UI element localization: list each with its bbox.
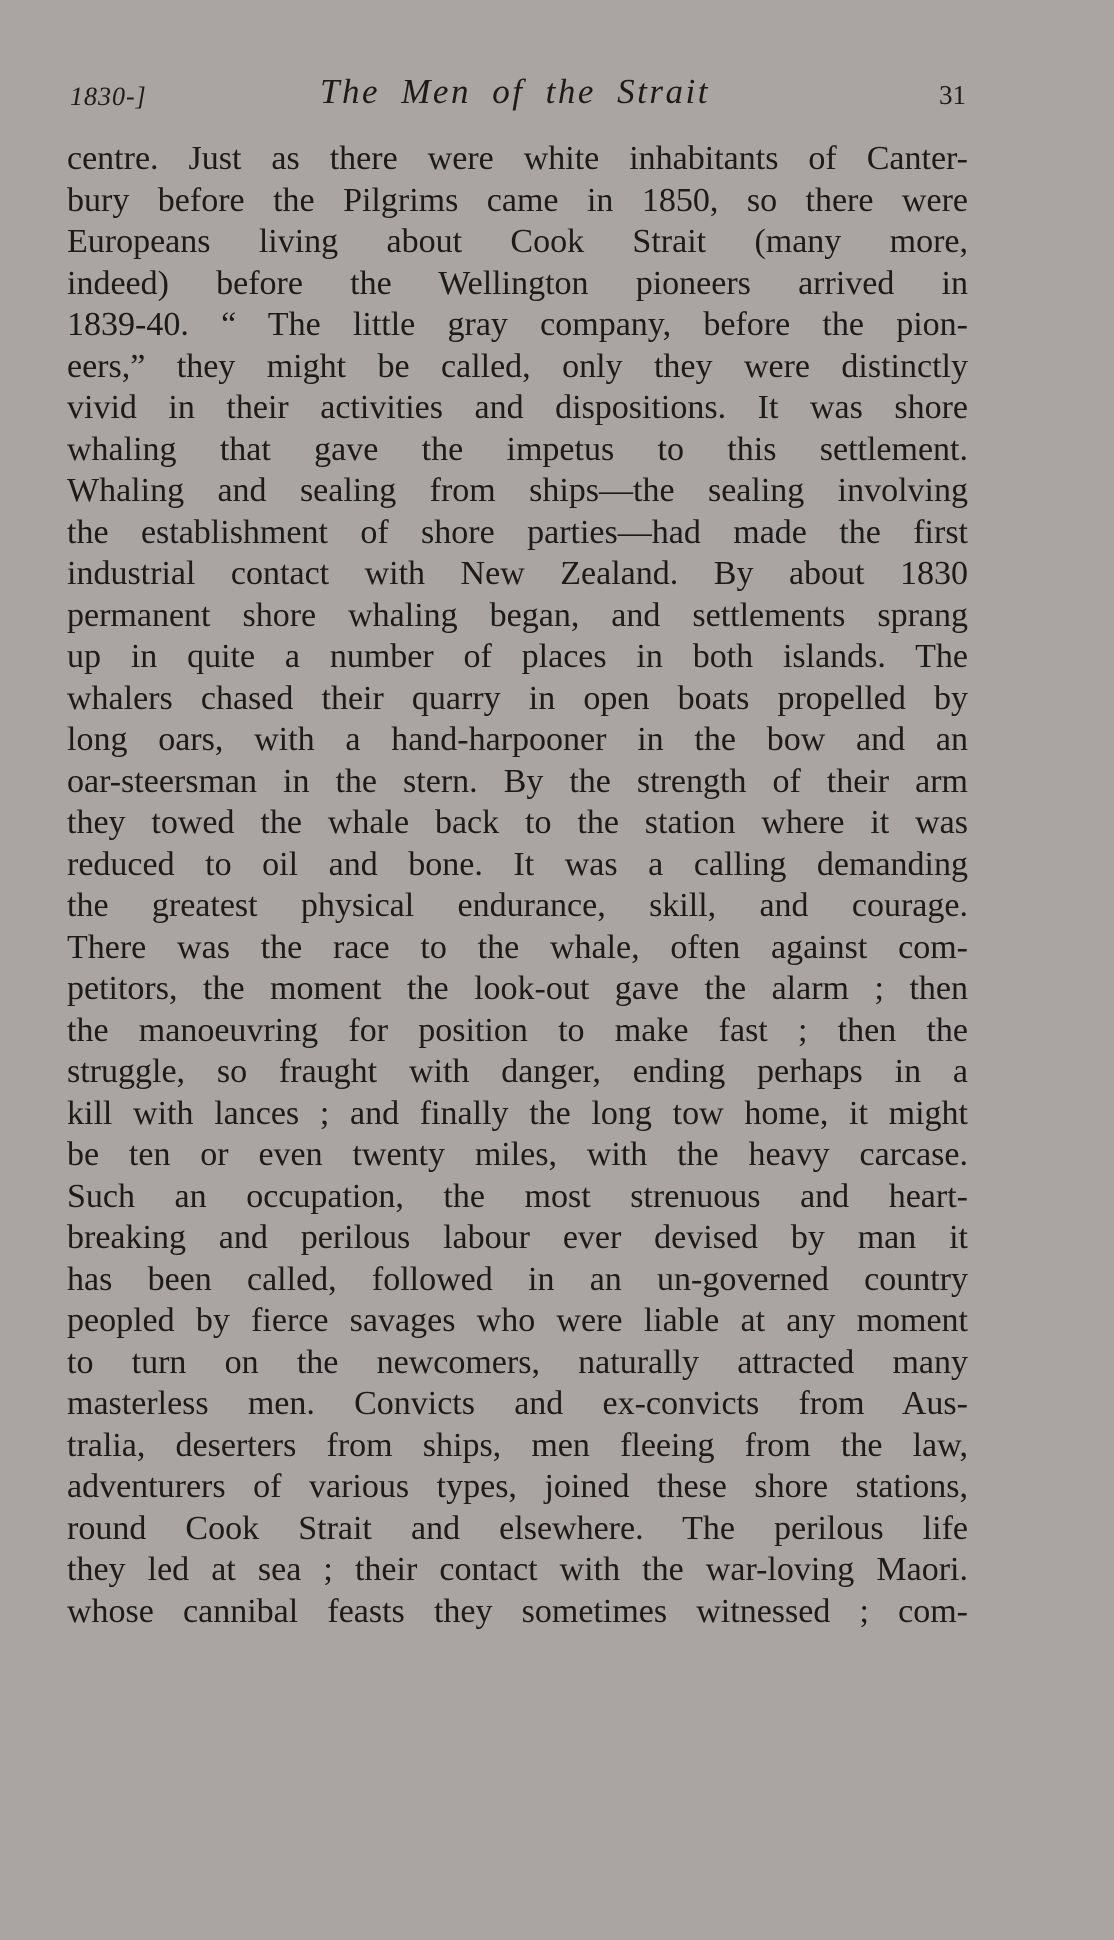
text-line: they towed the whale back to the station where it was (67, 804, 968, 841)
text-line: petitors, the moment the look-out gave the alarm ; then (67, 970, 968, 1007)
text-line: bury before the Pilgrims came in 1850, so there were (67, 181, 968, 219)
text-line: industrial contact with New Zealand. By about 1830 (67, 555, 968, 592)
text-line: to turn on the newcomers, naturally attracted many (67, 1343, 968, 1381)
text-line: whalers chased their quarry in open boats propelled by (67, 679, 968, 717)
text-line: the greatest physical endurance, skill, and courage. (67, 887, 968, 924)
body-paragraph (67, 138, 968, 1632)
text-line: whose cannibal feasts they sometimes witnessed ; com- (67, 1592, 968, 1630)
text-line: long oars, with a hand-harpooner in the bow and an (67, 721, 968, 758)
text-line: up in quite a number of places in both islands. The (67, 638, 968, 675)
text-line: be ten or even twenty miles, with the heavy carcase. (67, 1136, 968, 1173)
text-line: indeed) before the Wellington pioneers arrived in (67, 264, 968, 302)
text-line: Such an occupation, the most strenuous and heart- (67, 1177, 968, 1215)
text-line: they led at sea ; their contact with the war-loving Maori. (67, 1551, 968, 1588)
text-line: reduced to oil and bone. It was a calling demanding (67, 845, 968, 883)
text-line: breaking and perilous labour ever devised by man it (67, 1219, 968, 1256)
running-header (0, 0, 1114, 120)
header-year-range: 1830-] (70, 82, 147, 111)
text-line: whaling that gave the impetus to this settlement. (67, 430, 968, 468)
text-line: There was the race to the whale, often against com- (67, 928, 968, 966)
text-line: 1839-40. “ The little gray company, before the pion- (67, 306, 968, 343)
text-line: tralia, deserters from ships, men fleeing from the law, (67, 1426, 968, 1464)
text-line: adventurers of various types, joined these shore stations, (67, 1468, 968, 1505)
text-line: oar-steersman in the stern. By the strength of their arm (67, 762, 968, 800)
text-line: struggle, so fraught with danger, ending perhaps in a (67, 1053, 968, 1090)
text-line: Europeans living about Cook Strait (many more, (67, 223, 968, 260)
text-line: the manoeuvring for position to make fast ; then the (67, 1011, 968, 1049)
page-number: 31 (939, 80, 966, 110)
text-line: Whaling and sealing from ships—the sealing involving (67, 472, 968, 509)
chapter-title: The Men of the Strait (320, 72, 710, 111)
text-line: the establishment of shore parties—had made the first (67, 513, 968, 551)
text-line: masterless men. Convicts and ex-convicts from Aus- (67, 1385, 968, 1422)
text-line: eers,” they might be called, only they were distinctly (67, 347, 968, 385)
text-line: centre. Just as there were white inhabitants of Canter- (67, 140, 968, 177)
text-line: has been called, followed in an un-governed country (67, 1260, 968, 1298)
text-line: vivid in their activities and dispositions. It was shore (67, 389, 968, 426)
text-line: round Cook Strait and elsewhere. The perilous life (67, 1509, 968, 1547)
text-line: peopled by fierce savages who were liable at any moment (67, 1302, 968, 1339)
text-line: permanent shore whaling began, and settlements sprang (67, 596, 968, 634)
text-line: kill with lances ; and finally the long tow home, it might (67, 1094, 968, 1132)
